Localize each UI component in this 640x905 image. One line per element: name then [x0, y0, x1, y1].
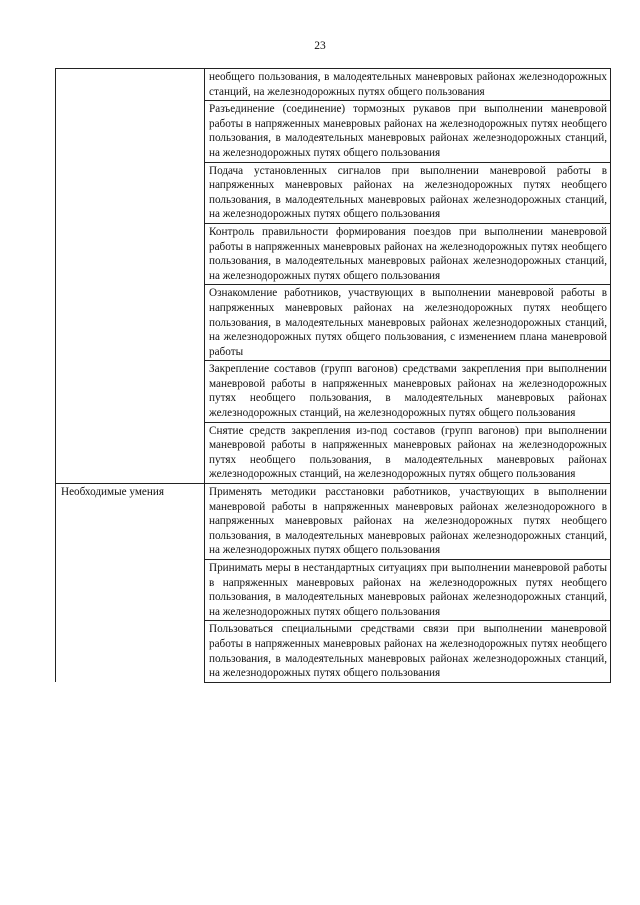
row-label — [56, 285, 205, 361]
qualification-table — [55, 68, 611, 683]
table-row — [56, 484, 611, 560]
row-text: необщего пользования, в малодеятельных маневровых районах железнодорожных станций, на железнодорожных путях общего пользования — [205, 69, 611, 101]
row-text: Закрепление составов (групп вагонов) средствами закрепления при выполнении маневровой работы в напряженных маневровых районах на железнодорожных путях необщего пользования, в малодеятельных маневровых районах железнодорожных станций, на железнодорожных путях общего пользования — [205, 361, 611, 422]
row-text: Пользоваться специальными средствами связи при выполнении маневровой работы в напряженных маневровых районах на железнодорожных путях необщего пользования, в малодеятельных маневровых районах железнодорожных станций, на железнодорожных путях общего пользования — [205, 621, 611, 682]
row-label — [56, 361, 205, 422]
page-number: 23 — [314, 40, 326, 52]
row-text: Снятие средств закрепления из-под составов (групп вагонов) при выполнении маневровой работы в напряженных маневровых районах на железнодорожных путях необщего пользования, в малодеятельных маневровых районах железнодорожных станций, на железнодорожных путях общего пользования — [205, 422, 611, 483]
table-row — [56, 101, 611, 162]
table-row — [56, 361, 611, 422]
row-text: Ознакомление работников, участвующих в выполнении маневровой работы в напряженных маневровых районах на железнодорожных путях необщего пользования, в малодеятельных маневровых районах железнодорожных станций, на железнодорожных путях общего пользования, с изменением плана маневровой работы — [205, 285, 611, 361]
row-text: Подача установленных сигналов при выполнении маневровой работы в напряженных маневровых районах на железнодорожных путях необщего пользования, в малодеятельных маневровых районах железнодорожных станций, на железнодорожных путях общего пользования — [205, 162, 611, 223]
table-row — [56, 422, 611, 483]
row-label — [56, 621, 205, 682]
row-label — [56, 162, 205, 223]
table-row — [56, 162, 611, 223]
table-row — [56, 560, 611, 621]
table-row — [56, 69, 611, 101]
row-label — [56, 422, 205, 483]
row-text: Разъединение (соединение) тормозных рукавов при выполнении маневровой работы в напряженных маневровых районах на железнодорожных путях необщего пользования, в малодеятельных маневровых районах железнодорожных станций, на железнодорожных путях общего пользования — [205, 101, 611, 162]
row-label — [56, 560, 205, 621]
table-row — [56, 621, 611, 682]
row-text: Принимать меры в нестандартных ситуациях при выполнении маневровой работы в напряженных маневровых районах на железнодорожных путях необщего пользования, в малодеятельных маневровых районах железнодорожных станций, на железнодорожных путях общего пользования — [205, 560, 611, 621]
row-label-skills: Необходимые умения — [56, 484, 205, 560]
row-label — [56, 223, 205, 284]
row-text: Контроль правильности формирования поездов при выполнении маневровой работы в напряженных маневровых районах на железнодорожных путях необщего пользования, в малодеятельных маневровых районах железнодорожных станций, на железнодорожных путях общего пользования — [205, 223, 611, 284]
table-row — [56, 223, 611, 284]
row-label — [56, 69, 205, 101]
row-text: Применять методики расстановки работников, участвующих в выполнении маневровой работы в напряженных маневровых районах железнодорожного в напряженных маневровых районах на железнодорожных путях необщего пользования, в малодеятельных маневровых районах железнодорожных станций, на железнодорожных путях общего пользования — [205, 484, 611, 560]
row-label — [56, 101, 205, 162]
table-row — [56, 285, 611, 361]
